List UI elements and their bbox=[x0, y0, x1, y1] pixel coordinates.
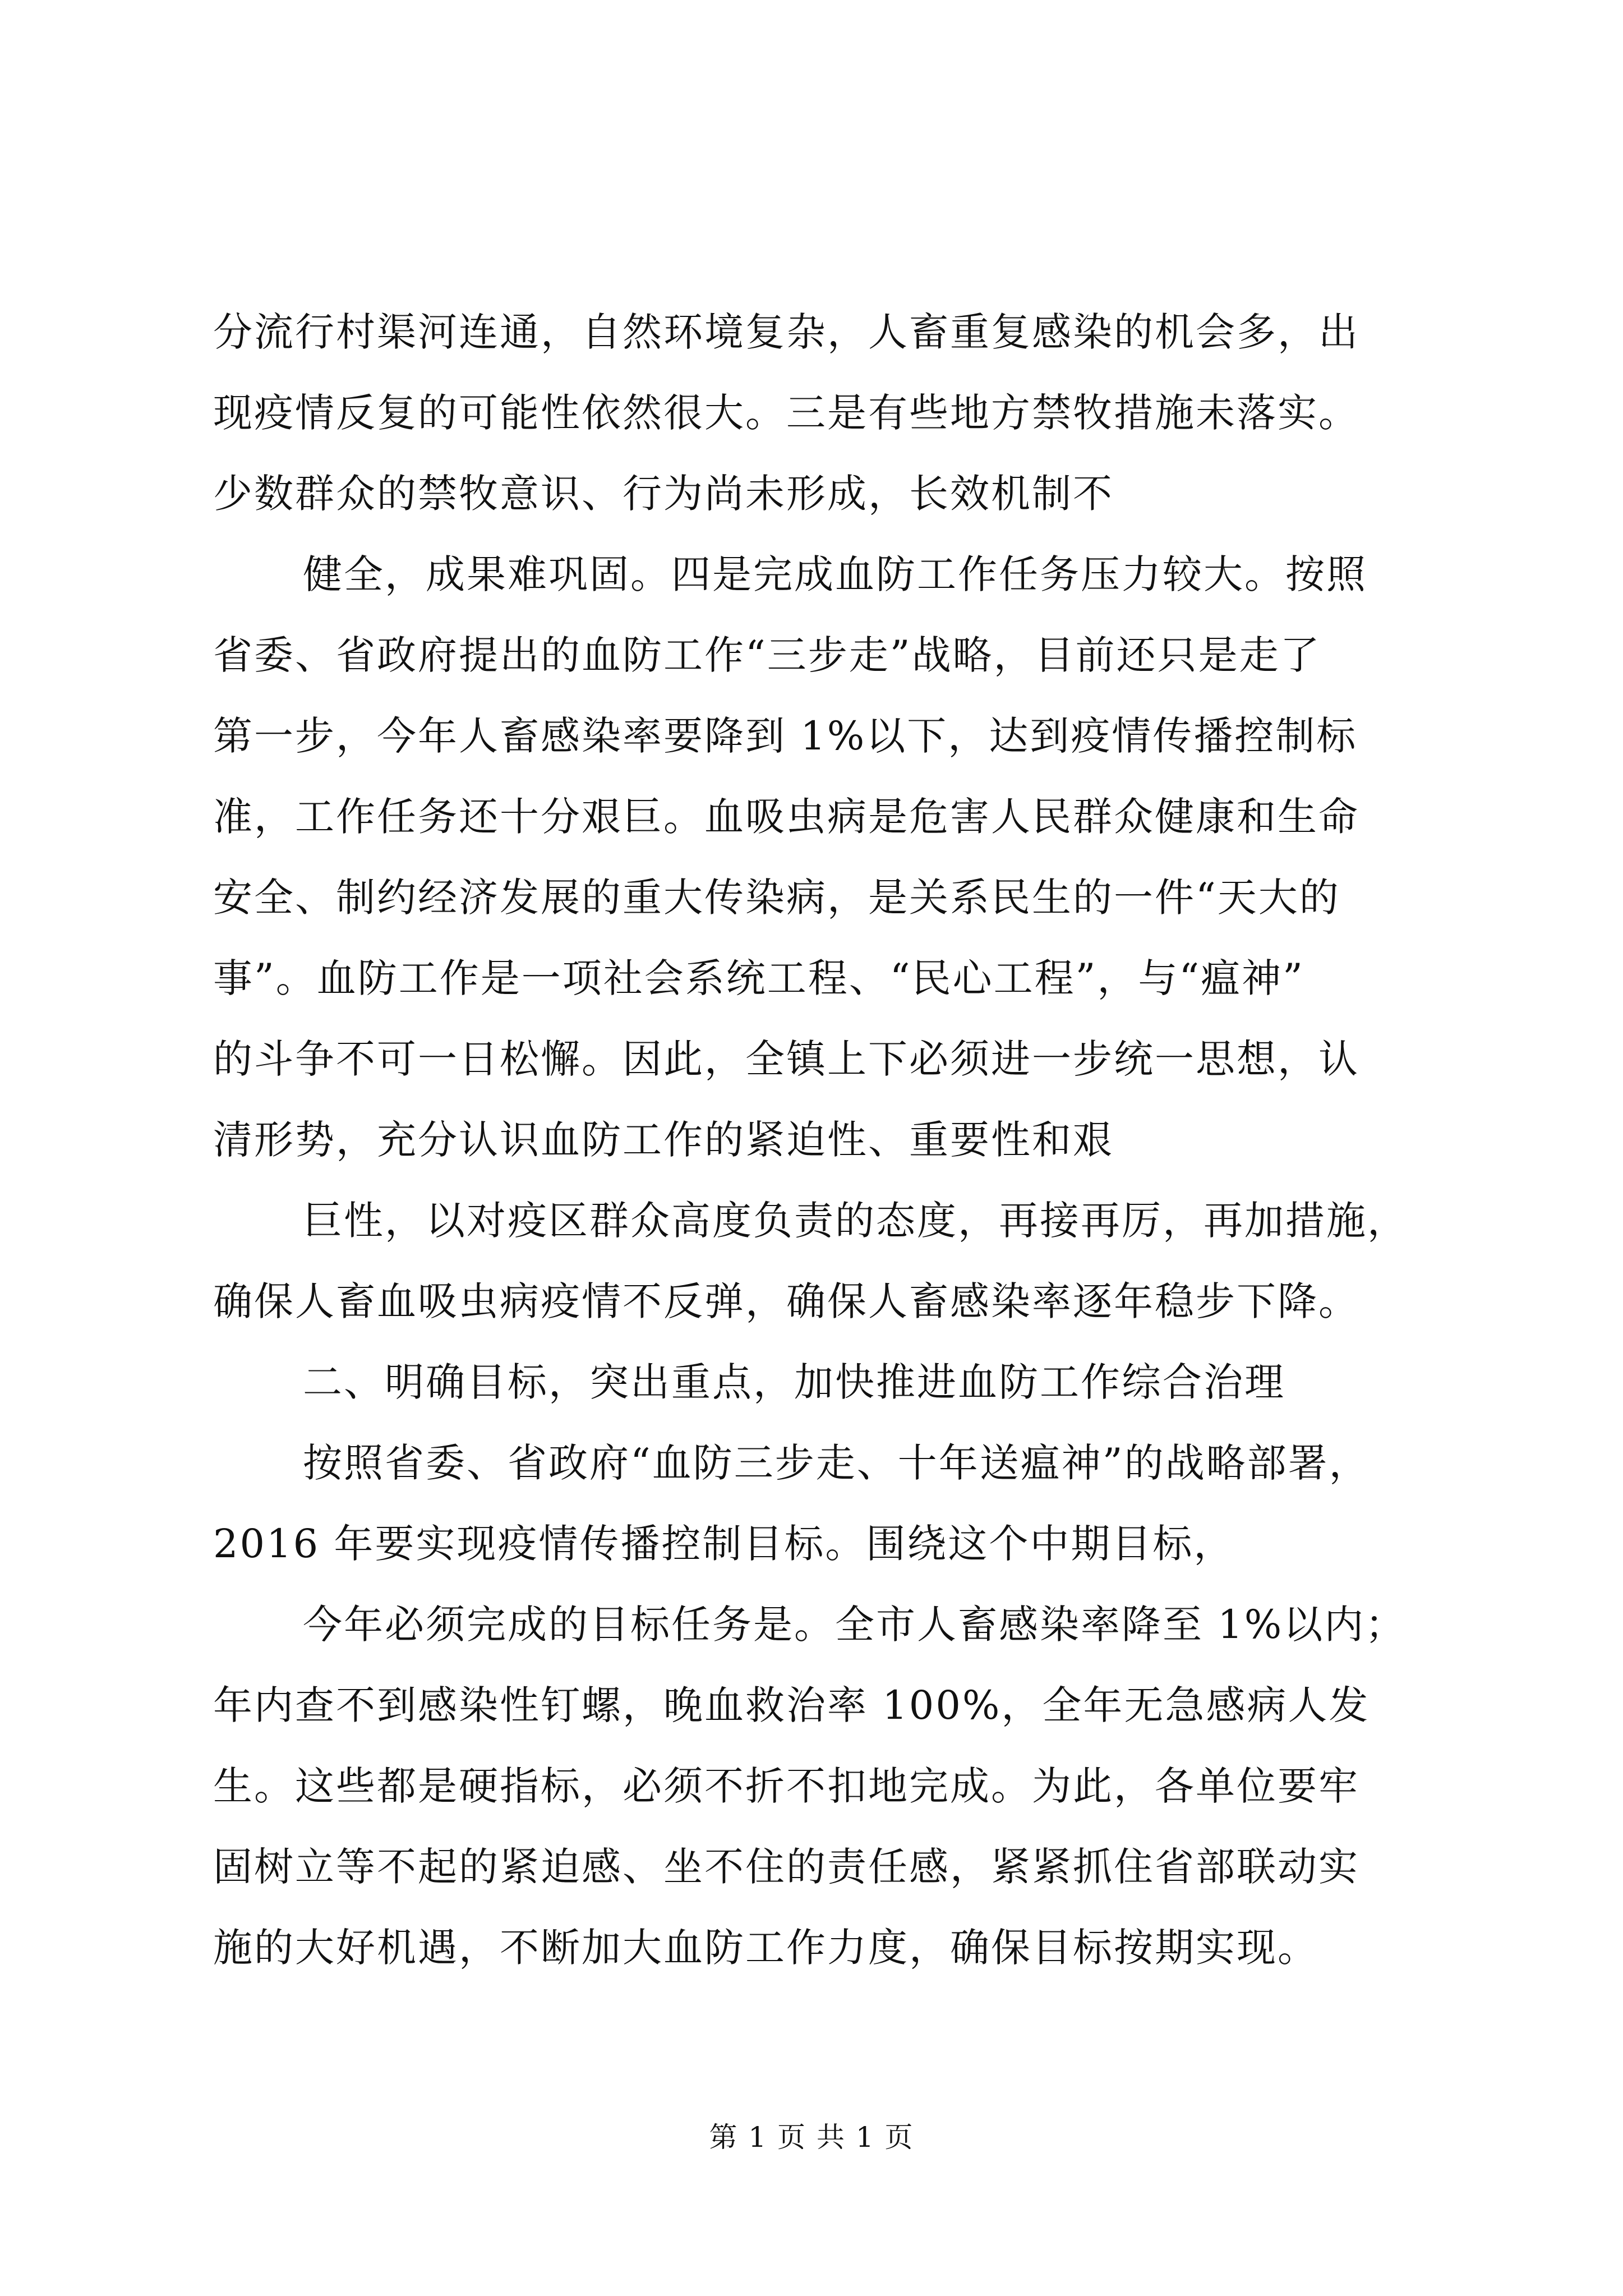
document-body bbox=[213, 292, 1436, 1988]
text-line: 准，工作任务还十分艰巨。血吸虫病是危害人民群众健康和生命 bbox=[213, 794, 1359, 840]
paragraph-start-line: 巨性，以对疫区群众高度负责的态度，再接再厉，再加措施， bbox=[303, 1198, 1408, 1244]
text-line: 年内查不到感染性钉螺，晚血救治率 100%，全年无急感病人发 bbox=[213, 1682, 1370, 1728]
text-line: 确保人畜血吸虫病疫情不反弹，确保人畜感染率逐年稳步下降。 bbox=[213, 1278, 1359, 1324]
text-line: 清形势，充分认识血防工作的紧迫性、重要性和艰 bbox=[213, 1117, 1114, 1163]
text-line: 少数群众的禁牧意识、行为尚未形成，长效机制不 bbox=[213, 471, 1114, 517]
text-line: 生。这些都是硬指标，必须不折不扣地完成。为此，各单位要牢 bbox=[213, 1763, 1359, 1809]
paragraph-start-line: 今年必须完成的目标任务是。全市人畜感染率降至 1%以内； bbox=[303, 1602, 1407, 1648]
text-line: 分流行村渠河连通，自然环境复杂，人畜重复感染的机会多，出 bbox=[213, 309, 1359, 355]
text-line: 的斗争不可一日松懈。因此，全镇上下必须进一步统一思想，认 bbox=[213, 1036, 1359, 1082]
text-line: 省委、省政府提出的血防工作“三步走”战略，目前还只是走了 bbox=[213, 632, 1321, 678]
text-line: 第一步，今年人畜感染率要降到 1%以下，达到疫情传播控制标 bbox=[213, 713, 1358, 759]
paragraph-start-line: 健全，成果难巩固。四是完成血防工作任务压力较大。按照 bbox=[303, 551, 1367, 597]
page-footer: 第 1 页 共 1 页 bbox=[709, 2121, 914, 2154]
text-line: 现疫情反复的可能性依然很大。三是有些地方禁牧措施未落实。 bbox=[213, 390, 1359, 436]
text-line: 2016 年要实现疫情传播控制目标。围绕这个中期目标， bbox=[213, 1521, 1235, 1567]
section-heading: 二、明确目标，突出重点，加快推进血防工作综合治理 bbox=[303, 1359, 1285, 1405]
text-line: 施的大好机遇，不断加大血防工作力度，确保目标按期实现。 bbox=[213, 1925, 1318, 1971]
text-line: 固树立等不起的紧迫感、坐不住的责任感，紧紧抓住省部联动实 bbox=[213, 1844, 1359, 1890]
text-line: 安全、制约经济发展的重大传染病，是关系民生的一件“天大的 bbox=[213, 875, 1340, 921]
paragraph-start-line: 按照省委、省政府“血防三步走、十年送瘟神”的战略部署， bbox=[303, 1440, 1370, 1486]
text-line: 事”。血防工作是一项社会系统工程、“民心工程”，与“瘟神” bbox=[213, 955, 1304, 1001]
